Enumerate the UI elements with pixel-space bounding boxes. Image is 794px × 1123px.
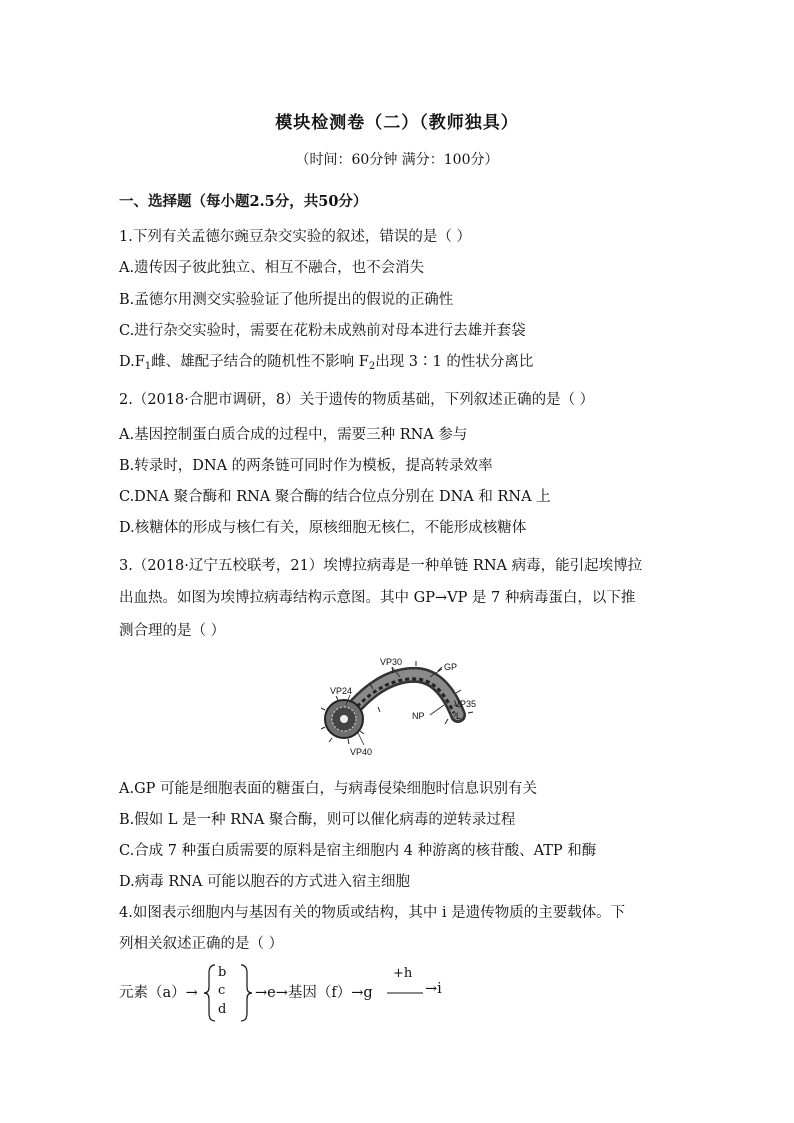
q3-option-b: B.假如 L 是一种 RNA 聚合酶，则可以催化病毒的逆转录过程 [119, 812, 516, 828]
q2-option-d: D.核糖体的形成与核仁有关，原核细胞无核仁，不能形成核糖体 [119, 520, 527, 536]
virus-head-center [340, 715, 348, 723]
flow-plus-h: +h [393, 966, 413, 981]
q1-d-sub1: 1 [144, 361, 152, 372]
page-title: 模块检测卷（二）（教师独具） [275, 113, 519, 133]
q3-stem-line2: 出血热。如图为埃博拉病毒结构示意图。其中 GP→VP 是 7 种病毒蛋白，以下推 [119, 590, 636, 606]
flow-end: →i [425, 981, 442, 997]
flow-c: c [218, 983, 226, 998]
q1-option-d [119, 352, 533, 377]
label-vp24: VP24 [330, 686, 353, 696]
label-vp40: VP40 [350, 747, 373, 757]
q2-option-a: A.基因控制蛋白质合成的过程中，需要三种 RNA 参与 [119, 427, 468, 443]
label-vp30: VP30 [380, 657, 403, 667]
q1-stem: 1.下列有关孟德尔豌豆杂交实验的叙述，错误的是（ ） [119, 229, 471, 245]
q3-stem-line1: 3.（2018·辽宁五校联考，21）埃博拉病毒是一种单链 RNA 病毒，能引起埃博拉 [119, 558, 643, 574]
page-subtitle: （时间：60分钟 满分：100分） [295, 152, 499, 168]
section-heading: 一、选择题（每小题2.5分，共50分） [119, 193, 368, 210]
flow-start: 元素（a）→ [119, 985, 198, 1001]
q3-option-a: A.GP 可能是细胞表面的糖蛋白，与病毒侵染细胞时信息识别有关 [119, 781, 538, 797]
arrow-line-icon [385, 989, 425, 997]
flow-b: b [218, 965, 227, 980]
q1-d-pre: D.F [119, 354, 145, 370]
q4-stem-line2: 列相关叙述正确的是（ ） [119, 936, 284, 952]
flow-mid: →e→基因（f）→g [255, 985, 373, 1001]
ebola-virus-figure [318, 655, 488, 765]
label-vp35: VP35 [454, 699, 477, 709]
label-l: L [456, 711, 462, 721]
label-gp: GP [444, 662, 458, 672]
label-np: NP [412, 711, 425, 721]
q2-option-b: B.转录时，DNA 的两条链可同时作为模板，提高转录效率 [119, 458, 493, 474]
q3-option-c: C.合成 7 种蛋白质需要的原料是宿主细胞内 4 种游离的核苷酸、ATP 和酶 [119, 843, 597, 859]
q1-d-sub2: 2 [368, 361, 376, 372]
q1-option-a: A.遗传因子彼此独立、相互不融合，也不会消失 [119, 260, 425, 276]
q2-option-c: C.DNA 聚合酶和 RNA 聚合酶的结合位点分别在 DNA 和 RNA 上 [119, 489, 551, 505]
left-brace-icon [203, 963, 217, 1023]
q2-stem: 2.（2018·合肥市调研，8）关于遗传的物质基础，下列叙述正确的是（ ） [119, 392, 595, 408]
q1-d-post: 出现 3∶1 的性状分离比 [375, 354, 534, 370]
q4-flow-diagram [119, 963, 579, 1023]
q1-option-b: B.孟德尔用测交实验验证了他所提出的假说的正确性 [119, 292, 454, 308]
q3-stem-line3: 测合理的是（ ） [119, 623, 226, 639]
right-brace-icon [239, 963, 253, 1023]
flow-d: d [218, 1002, 227, 1017]
q3-option-d: D.病毒 RNA 可能以胞吞的方式进入宿主细胞 [119, 874, 411, 890]
q1-option-c: C.进行杂交实验时，需要在花粉未成熟前对母本进行去雄并套袋 [119, 323, 526, 339]
q1-d-mid: 雌、雄配子结合的随机性不影响 F [151, 354, 369, 370]
q4-stem-line1: 4.如图表示细胞内与基因有关的物质或结构，其中 i 是遗传物质的主要载体。下 [119, 905, 626, 921]
